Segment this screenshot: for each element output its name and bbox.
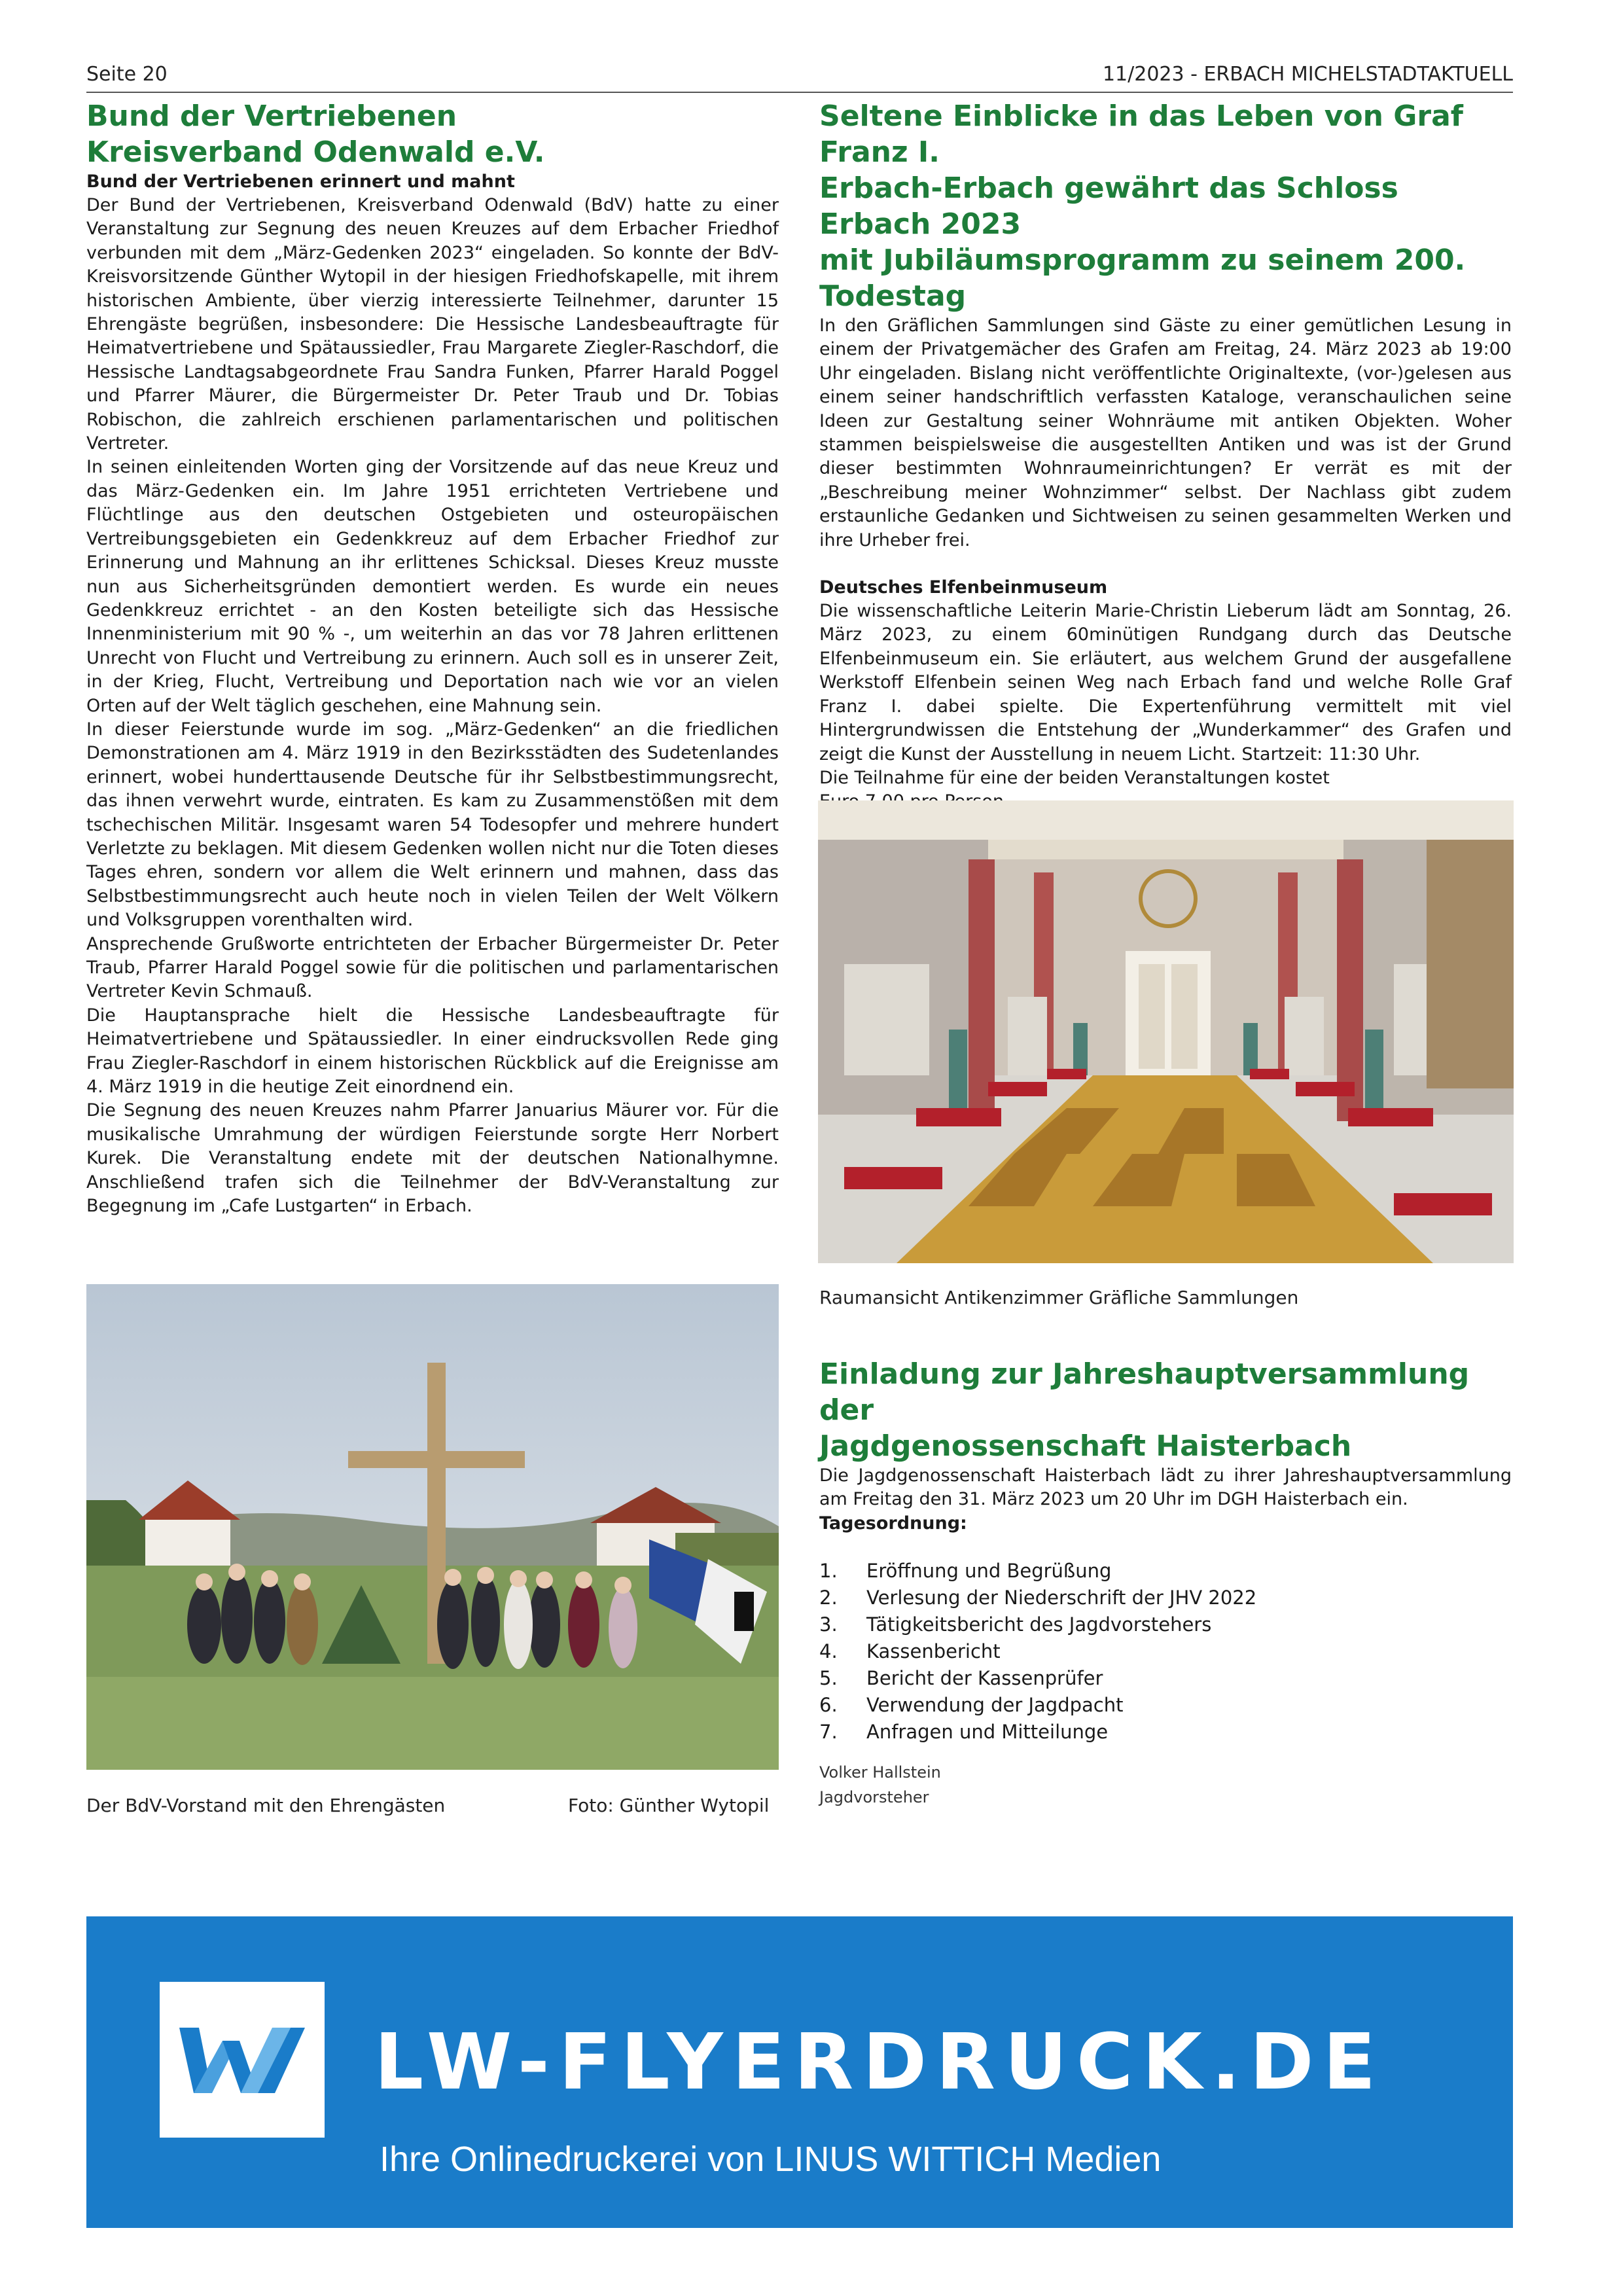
lw-logo [160,1982,325,2138]
jagd-title-line2: Jagdgenossenschaft Haisterbach [819,1429,1352,1463]
antique-room-illustration [818,800,1514,1263]
jagd-title-line1: Einladung zur Jahreshauptversammlung der [819,1357,1470,1427]
issue-label: 11/2023 - ERBACH MICHELSTADTAKTUELL [1102,63,1513,86]
cross-group-photo [86,1284,779,1770]
museum-heading: Deutsches Elfenbeinmuseum [819,577,1108,598]
agenda-item [819,1558,1512,1585]
agenda-number: 4. [819,1640,838,1662]
schloss-photo-caption: Raumansicht Antikenzimmer Gräfliche Sammlungen [819,1287,1299,1308]
cross-group-photo-illustration [86,1284,779,1770]
agenda-item [819,1692,1512,1719]
agenda-number: 3. [819,1613,838,1636]
bdv-subtitle: Bund der Vertriebenen erinnert und mahnt [86,171,515,192]
agenda-text: Verwendung der Jagdpacht [866,1693,1124,1716]
museum-text: Die wissenschaftliche Leiterin Marie-Christin Lieberum lädt am Sonntag, 26. März 2023, zu einem 60minütigen Rundgang durch das Deutsche Elfenbeinmuseum ein. Sie erläutert, aus welchem Grund der ausgefallene Werkstoff Elfenbein seinen Weg nach Erbach fand und welche Rolle Graf Franz I. dabei spielte. Die Expertenführung vermittelt mit viel Hintergrundwissen die Entstehung der „Wunderkammer“ des Grafen und zeigt die Kunst der Ausstellung in neuem Licht. Startzeit: 11:30 Uhr. [819,601,1512,764]
ad-title: LW-FLYERDRUCK.DE [374,2017,1385,2107]
agenda-item [819,1665,1512,1692]
agenda-item [819,1611,1512,1638]
agenda-text: Verlesung der Niederschrift der JHV 2022 [866,1586,1257,1609]
bdv-photo-caption: Der BdV-Vorstand mit den Ehrengästen [86,1795,446,1816]
agenda-number: 5. [819,1666,838,1689]
agenda-number: 6. [819,1693,838,1716]
agenda-number: 1. [819,1559,838,1582]
agenda-list [819,1558,1512,1746]
ad-subtitle: Ihre Onlinedruckerei von LINUS WITTICH Medien [380,2140,1162,2179]
agenda-number: 7. [819,1720,838,1743]
agenda-item [819,1585,1512,1611]
schloss-title-line1: Seltene Einblicke in das Leben von Graf Franz I. [819,99,1463,169]
lw-logo-icon [160,1982,325,2138]
bdv-title-line2: Kreisverband Odenwald e.V. [86,135,545,169]
header-rule [86,92,1513,93]
agenda-text: Bericht der Kassenprüfer [866,1666,1103,1689]
signature-name: Volker Hallstein [819,1763,941,1782]
agenda-text: Anfragen und Mitteilunge [866,1720,1109,1743]
agenda-text: Tätigkeitsbericht des Jagdvorstehers [866,1613,1212,1636]
schloss-intro: In den Gräflichen Sammlungen sind Gäste zu einer gemütlichen Lesung in einem der Privatgemächer des Grafen am Freitag, 24. März 2023 ab 19:00 Uhr eingeladen. Bislang nicht veröffentlichte Originaltexte, (vor-)gelesen aus einem seiner handschriftlich verfassten Kataloge, veranschaulichen seine Ideen zur Gestaltung seiner Wohnräume mit antiken Objekten. Woher stammen beispielsweise die ausgestellten Antiken und was ist der Grund dieser bestimmten Wohnraumeinrichtungen? Er verrät es mit der „Beschreibung meiner Wohnzimmer“ selbst. Der Nachlass gibt zudem erstaunliche Gedanken und Sichtweisen zu seinen gesammelten Werken und ihre Urheber frei. [819,315,1512,550]
agenda-text: Eröffnung und Begrüßung [866,1559,1112,1582]
schloss-title-line2: Erbach-Erbach gewährt das Schloss Erbach 2023 [819,171,1398,241]
agenda-number: 2. [819,1586,838,1609]
agenda-item [819,1638,1512,1665]
antique-room-photo [818,800,1514,1263]
bdv-photo-credit: Foto: Günther Wytopil [568,1795,770,1816]
bdv-article [86,98,779,1218]
fee-line1: Die Teilnahme für eine der beiden Veranstaltungen kostet [819,767,1330,788]
bdv-paragraph: Ansprechende Grußworte entrichteten der Erbacher Bürgermeister Dr. Peter Traub, Pfarrer Harald Poggel sowie für die politischen und parlamentarischen Vertreter Kevin Schmauß. [86,933,779,1002]
agenda-text: Kassenbericht [866,1640,1001,1662]
schloss-article [819,98,1512,862]
bdv-paragraph: Der Bund der Vertriebenen, Kreisverband Odenwald (BdV) hatte zu einer Veranstaltung zur Segnung des neuen Kreuzes auf dem Erbacher Friedhof verbunden mit dem „März-Gedenken 2023“ eingeladen. So konnte der BdV-Kreisvorsitzende Günther Wytopil in der hiesigen Friedhofskapelle, mit ihrem historischen Ambiente, über vierzig interessierte Teilnehmer, darunter 15 Ehrengäste begrüßen, insbesondere: Die Hessische Landesbeauftragte für Heimatvertriebene und Spätaussiedler, Frau Margarete Ziegler-Raschdorf, die Hessische Landtagsabgeordnete Frau Sandra Funken, Pfarrer Harald Poggel und Pfarrer Mäurer, die Bürgermeister Dr. Peter Traub und Dr. Tobias Robischon, die zahlreich erschienen parlamentarischen und politischen Vertreter. [86,195,779,454]
bdv-paragraph: In seinen einleitenden Worten ging der Vorsitzende auf das neue Kreuz und das März-Gedenken ein. Im Jahre 1951 errichteten Vertriebene und Flüchtlinge aus den deutschen Ostgebieten und osteuropäischen Vertreibungsgebieten ein Gedenkkreuz auf dem Erbacher Friedhof zur Erinnerung und Mahnung an ihr erlittenes Schicksal. Dieses Kreuz musste nun aus Sicherheitsgründen demontiert werden. Es wurde ein neues Gedenkkreuz errichtet - an den Kosten beteiligte sich das Hessische Innenministerium mit 90 % -, um weiterhin an das vor 78 Jahren erlittenen Unrecht von Flucht und Vertreibung zu erinnern. Auch soll es in unserer Zeit, in der Krieg, Flucht, Vertreibung und Deportation nach wie vor an vielen Orten auf der Welt täglich geschehen, eine Mahnung sein. [86,457,779,716]
signature-role: Jagdvorsteher [819,1787,929,1806]
schloss-title-line3: mit Jubiläumsprogramm zu seinem 200. Todestag [819,243,1466,313]
jagd-article [819,1356,1512,1810]
page-number: Seite 20 [86,63,168,86]
agenda-item [819,1719,1512,1746]
jagd-intro: Die Jagdgenossenschaft Haisterbach lädt zu ihrer Jahreshauptversammlung am Freitag den 31. März 2023 um 20 Uhr im DGH Haisterbach ein. [819,1465,1512,1510]
bdv-paragraph: Die Hauptansprache hielt die Hessische Landesbeauftragte für Heimatvertriebene und Spätaussiedler. In einer eindrucksvollen Rede ging Frau Ziegler-Raschdorf in einem historischen Rückblick auf die Ereignisse am 4. März 1919 in die heutige Zeit einordnend ein. [86,1005,779,1098]
bdv-paragraph: Die Segnung des neuen Kreuzes nahm Pfarrer Januarius Mäurer vor. Für die musikalische Umrahmung der würdigen Feierstunde sorgte Herr Norbert Kurek. Die Veranstaltung endete mit der deutschen Nationalhymne. Anschließend trafen sich die Teilnehmer der BdV-Veranstaltung zur Begegnung im „Cafe Lustgarten“ in Erbach. [86,1100,779,1217]
bdv-paragraph: In dieser Feierstunde wurde im sog. „März-Gedenken“ an die friedlichen Demonstrationen am 4. März 1919 in den Bezirksstädten des Sudetenlandes erinnert, wobei hunderttausende Deutsche für ihr Selbstbestimmungsrecht, das ihnen verwehrt wurde, eintraten. Es kam zu Zusammenstößen mit dem tschechischen Militär. Insgesamt waren 54 Todesopfer und mehrere hundert Verletzte zu beklagen. Mit diesem Gedenken wollen nicht nur die Toten dieses Tages ehren, sondern vor allem die Welt erinnern und mahnen, dass das Selbstbestimmungsrecht auch heute noch in vielen Teilen der Welt Völkern und Volksgruppen vorenthalten wird. [86,719,779,931]
flyerdruck-ad[interactable] [86,1916,1513,2228]
bdv-title-line1: Bund der Vertriebenen [86,99,457,133]
agenda-heading: Tagesordnung: [819,1513,967,1534]
